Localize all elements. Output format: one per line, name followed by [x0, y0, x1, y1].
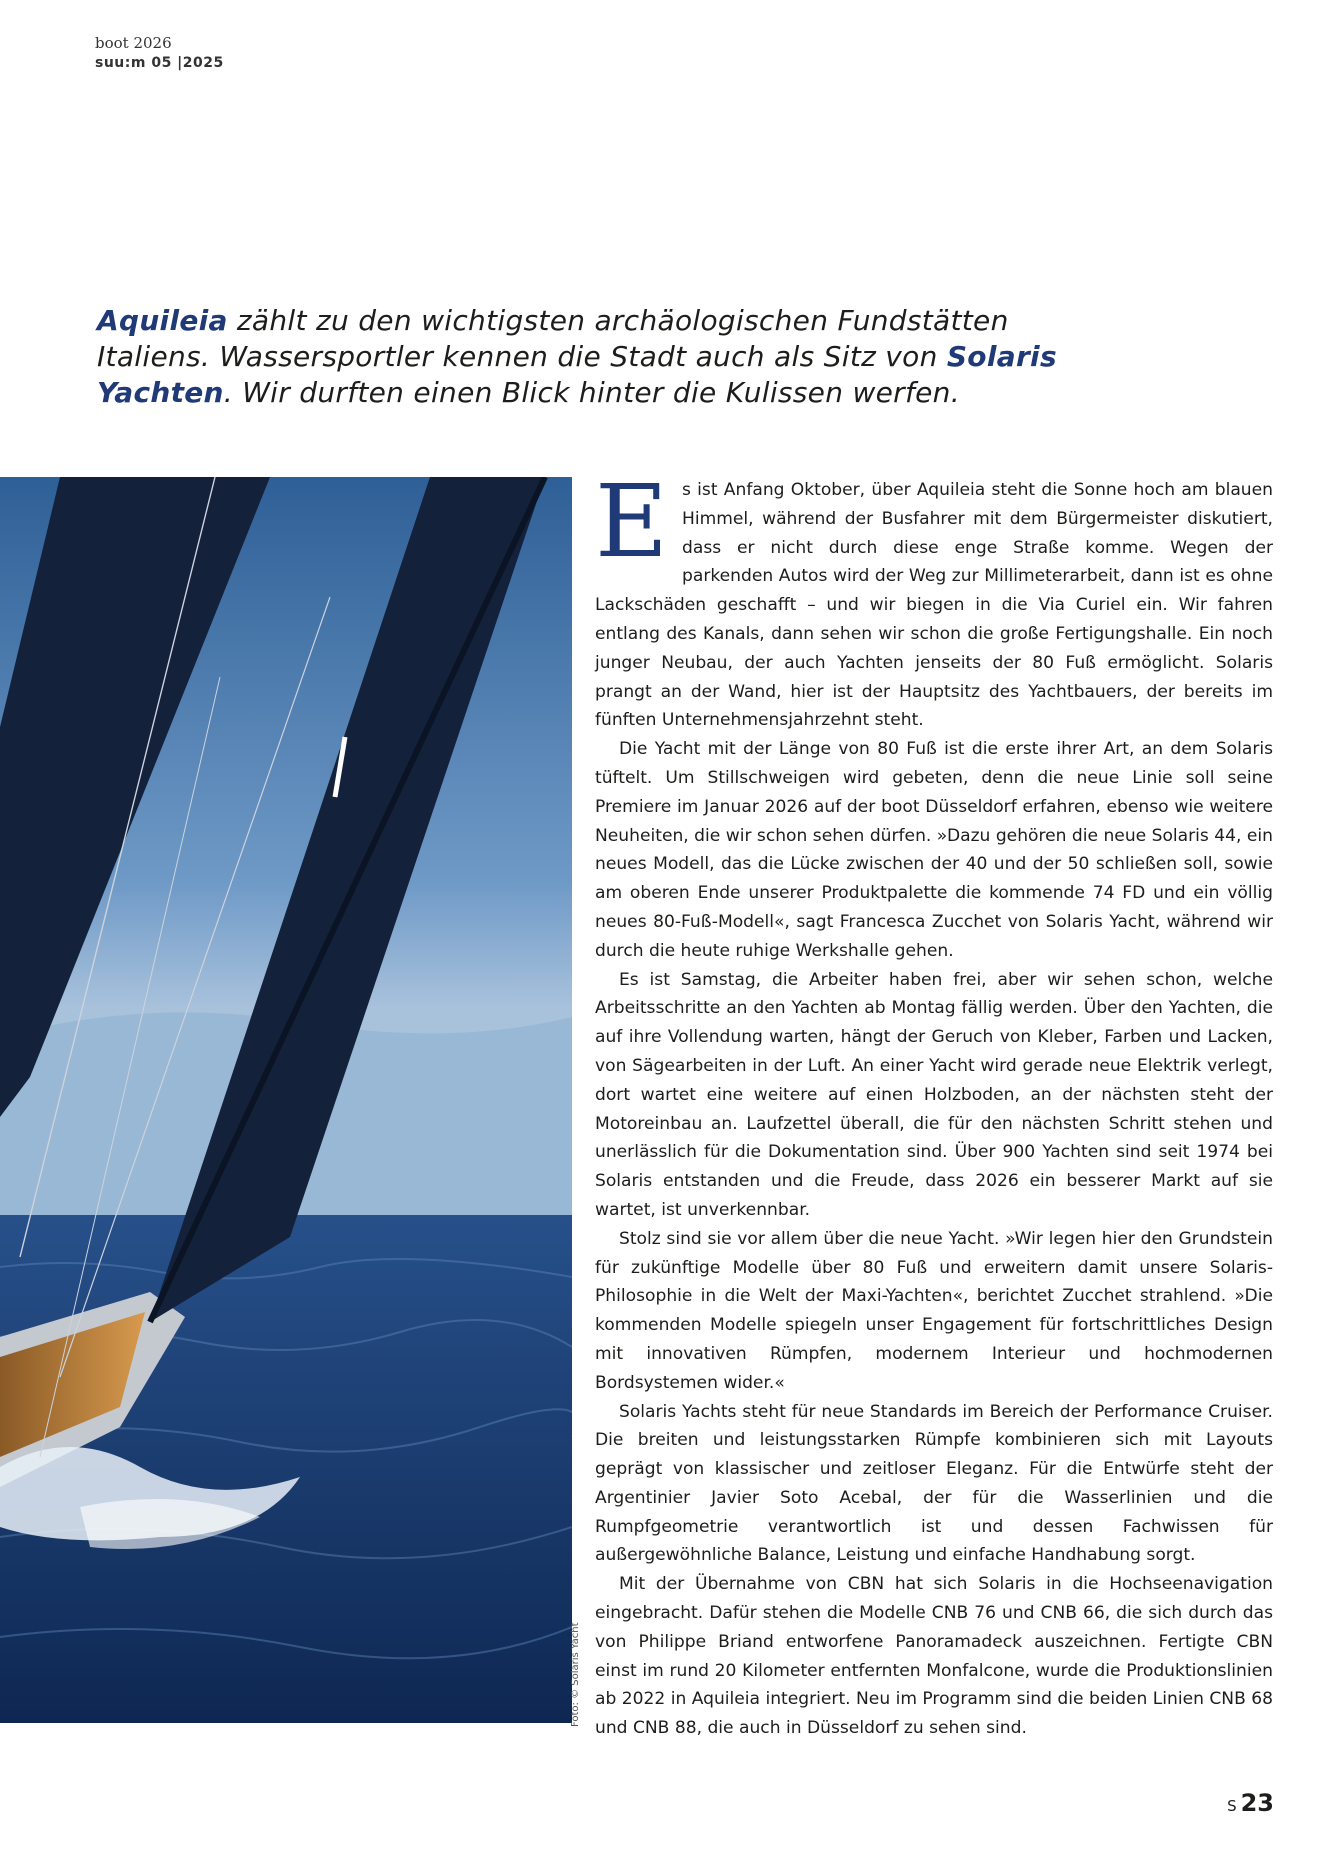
photo-credit: Foto: © Solaris Yacht — [570, 1622, 581, 1727]
sailboat-photo — [0, 477, 572, 1723]
intro-text-1: zählt zu den wichtigsten archäologischen Fundstätten Italiens. Wassersportler kennen die Stadt auch als Sitz von — [97, 304, 1009, 373]
article-paragraph: Mit der Übernahme von CBN hat sich Solaris in die Hochseenavigation eingebracht. Dafür stehen die Modelle CNB 76 und CNB 66, die sich durch das von Philippe Briand entworfene Panoramadeck auszeichnen. Fertigte CBN einst im rund 20 Kilometer entfernten Monfalcone, wurde die Produktionslinien ab 2022 in Aquileia integriert. Neu im Programm sind die beiden Linien CNB 68 und CNB 88, die auch in Düsseldorf zu sehen sind. — [595, 1574, 1273, 1739]
article-paragraph: s ist Anfang Oktober, über Aquileia steht die Sonne hoch am blauen Himmel, während der Busfahrer mit dem Bürgermeister diskutiert, dass er nicht durch diese enge Straße komme. Wegen der parkenden Autos wird der Weg zur Millimeterarbeit, dann ist es ohne Lackschäden geschafft – und wir biegen in die Via Curiel ein. Wir fahren entlang des Kanals, dann sehen wir schon die große Fertigungshalle. Ein noch junger Neubau, der auch Yachten jenseits der 80 Fuß ermöglicht. Solaris prangt an der Wand, hier ist der Hauptsitz des Yachtbauers, der bereits im fünften Unternehmensjahrzehnt steht. — [595, 480, 1273, 731]
page-number-value: 23 — [1240, 1789, 1274, 1817]
drop-cap: E — [595, 463, 668, 580]
intro-text-2: . Wir durften einen Blick hinter die Kulissen werfen. — [223, 376, 960, 409]
article-paragraph: Stolz sind sie vor allem über die neue Yacht. »Wir legen hier den Grundstein für zukünftige Modelle über 80 Fuß und erweitern damit unsere Solaris-Philosophie in die Welt der Maxi-Yachten«, berichtet Zucchet strahlend. »Die kommenden Modelle spiegeln unser Engagement für fortschrittliches Design mit innovativen Rümpfen, modernem Interieur und hochmodernen Bordsystemen wider.« — [595, 1228, 1273, 1393]
article-body — [595, 463, 1273, 1743]
header-event: boot 2026 — [95, 34, 172, 52]
running-header — [95, 33, 224, 73]
page-prefix: S — [1227, 1797, 1237, 1815]
article-paragraph: Die Yacht mit der Länge von 80 Fuß ist die erste ihrer Art, an dem Solaris tüftelt. Um Stillschweigen wird gebeten, denn die neue Linie soll seine Premiere im Januar 2026 auf der boot Düsseldorf erfahren, ebenso wie weitere Neuheiten, die wir schon sehen dürfen. »Dazu gehören die neue Solaris 44, ein neues Modell, das die Lücke zwischen der 40 und der 50 schließen soll, sowie am oberen Ende unserer Produktpalette die kommende 74 FD und ein völlig neues 80-Fuß-Modell«, sagt Francesca Zucchet von Solaris Yacht, während wir durch die heute ruhige Werkshalle gehen. — [595, 739, 1273, 961]
article-paragraph: Es ist Samstag, die Arbeiter haben frei, aber wir sehen schon, welche Arbeitsschritte an den Yachten ab Montag fällig werden. Über den Yachten, die auf ihre Vollendung warten, hängt der Geruch von Kleber, Farben und Lacken, von Sägearbeiten in der Luft. An einer Yacht wird gerade neue Elektrik verlegt, dort wartet eine weitere auf einen Holzboden, an der nächsten steht der Motoreinbau an. Laufzettel überall, die für den nächsten Schritt stehen und unerlässlich für die Dokumentation sind. Über 900 Yachten sind seit 1974 bei Solaris entstanden und die Freude, dass 2026 ein besserer Markt auf sie wartet, ist unverkennbar. — [595, 969, 1273, 1220]
page-number — [1227, 1789, 1274, 1817]
article-paragraph: Solaris Yachts steht für neue Standards im Bereich der Performance Cruiser. Die breiten und leistungsstarken Rümpfe kombinieren sich mit Layouts geprägt von klassischer und zeitloser Eleganz. Für die Entwürfe steht der Argentinier Javier Soto Acebal, der für die Wasserlinien und die Rumpfgeometrie verantwortlich ist und dessen Fachwissen für außergewöhnliche Balance, Leistung und einfache Handhabung sorgt. — [595, 1401, 1273, 1566]
article-intro — [97, 303, 1097, 411]
header-issue: suu:m 05 |2025 — [95, 55, 224, 71]
intro-highlight-solaris: Solaris Yachten — [97, 340, 1057, 409]
sailboat-photo-icon — [0, 477, 572, 1723]
intro-highlight-aquileia: Aquileia — [97, 304, 228, 337]
